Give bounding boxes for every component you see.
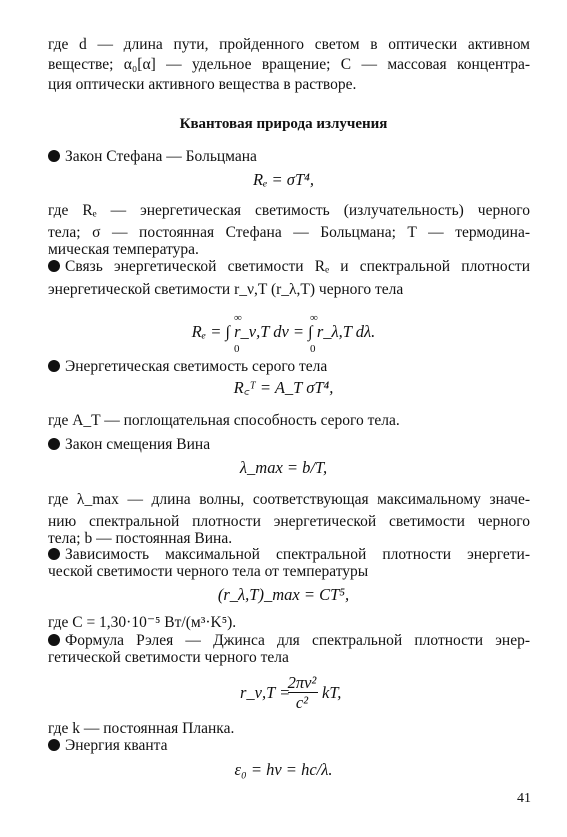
formula-lhs: r_ν,T = [240, 683, 291, 702]
upper-limit: ∞ [310, 312, 318, 324]
bullet-icon [48, 739, 60, 751]
bullet-text: Энергия кванта [65, 737, 168, 754]
bullet-item [48, 258, 530, 276]
page-number: 41 [517, 791, 531, 806]
text-line: веществе; α₀[α] — удельное вращение; C — массовая концентра- [48, 56, 530, 73]
formula-rhs: kT, [322, 683, 342, 702]
lower-limit: 0 [234, 343, 240, 355]
text-line: тела; b — постоянная Вина. [48, 530, 233, 547]
bullet-text: Связь энергетической светимости Rₑ и спектральной плотности [65, 258, 530, 275]
bullet-icon [48, 438, 60, 450]
formula-photon-energy: ε₀ = hν = hc/λ. [234, 760, 333, 779]
text-line: где λ_max — длина волны, соответствующая максимальному значе- [48, 491, 530, 508]
text-line: где Rₑ — энергетическая светимость (излучательность) черного [48, 202, 530, 219]
bullet-item [48, 148, 530, 166]
formula-max-density: (r_λ,T)_max = CT⁵, [217, 585, 350, 604]
bullet-text: Формула Рэлея — Джинса для спектральной плотности энер- [65, 632, 530, 649]
bullet-text: Энергетическая светимость серого тела [65, 358, 328, 375]
bullet-item [48, 632, 530, 650]
text-line: мическая температура. [48, 241, 199, 258]
text-line: где C = 1,30·10⁻⁵ Вт/(м³·K⁵). [48, 614, 237, 631]
bullet-icon [48, 360, 60, 372]
bullet-text: Закон Стефана — Больцмана [65, 148, 257, 165]
bullet-item [48, 358, 530, 376]
text-line: где k — постоянная Планка. [48, 720, 235, 737]
upper-limit: ∞ [234, 312, 242, 324]
text-line: ция оптически активного вещества в растворе. [48, 76, 357, 93]
bullet-item [48, 436, 530, 454]
text-line: ческой светимости черного тела от температуры [48, 563, 369, 580]
formula-stefan-boltzmann: Rₑ = σT⁴, [253, 170, 314, 189]
text-line: где d — длина пути, пройденного светом в оптически активном [48, 36, 530, 53]
fraction-numerator: 2πν² [287, 673, 317, 692]
text-line: энергетической светимости r_ν,T (r_λ,T) черного тела [48, 281, 404, 298]
text-line: гетической светимости черного тела [48, 649, 289, 666]
bullet-icon [48, 260, 60, 272]
text-line: где A_T — поглощательная способность серого тела. [48, 412, 400, 429]
lower-limit: 0 [310, 343, 316, 355]
section-heading: Квантовая природа излучения [179, 116, 388, 132]
bullet-item [48, 546, 530, 564]
fraction-denominator: c² [295, 693, 309, 712]
text-line: нию спектральной плотности энергетической светимости черного [48, 513, 530, 530]
formula-integral-body: Rₑ = ∫ r_ν,T dν = ∫ r_λ,T dλ. [191, 322, 376, 341]
bullet-item [48, 737, 530, 755]
bullet-text: Закон смещения Вина [65, 436, 211, 453]
bullet-icon [48, 634, 60, 646]
bullet-icon [48, 150, 60, 162]
formula-wien: λ_max = b/T, [239, 458, 328, 477]
bullet-icon [48, 548, 60, 560]
formula-grey-body: R꜀ᵀ = A_T σT⁴, [233, 378, 334, 397]
text-line: тела; σ — постоянная Стефана — Больцмана; T — термодина- [48, 224, 530, 241]
bullet-text: Зависимость максимальной спектральной плотности энергети- [65, 546, 530, 563]
